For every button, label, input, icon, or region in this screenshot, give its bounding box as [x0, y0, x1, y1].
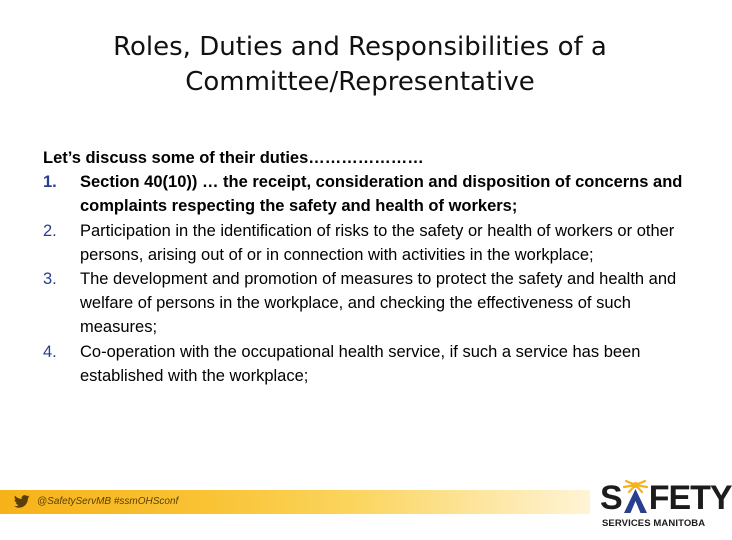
logo-letters-fety: FETY — [648, 479, 732, 517]
list-item — [43, 170, 683, 218]
social-handles: @SafetyServMB #ssmOHSconf — [37, 496, 179, 507]
list-item-number: 1. — [43, 173, 57, 192]
slide-title-line-2: Committee/Representative — [185, 67, 535, 97]
list-item-text: Co-operation with the occupational health service, if such a service has been established with the workplace; — [80, 342, 641, 385]
list-item-number: 3. — [43, 270, 57, 289]
logo-wordmark — [600, 478, 732, 518]
slide-title — [40, 30, 680, 100]
slide-body — [43, 146, 683, 388]
list-item-number: 2. — [43, 221, 57, 240]
logo-letter-s: S — [600, 479, 622, 517]
intro-text: Let’s discuss some of their duties………………… — [43, 149, 424, 167]
logo-subtitle: SERVICES MANITOBA — [602, 518, 706, 529]
duties-list — [43, 170, 683, 388]
list-item-text: The development and promotion of measures to protect the safety and health and welfare of persons in the workplace, and checking the effectiveness of such measures; — [80, 270, 677, 337]
footer-banner — [0, 490, 590, 514]
safety-services-logo — [600, 478, 732, 538]
list-item-text: Participation in the identification of risks to the safety or health of workers or other persons, arising out of or in connection with activities in the workplace; — [80, 221, 675, 264]
list-item — [43, 340, 683, 388]
logo-a-sun-icon — [622, 480, 649, 513]
slide-title-line-1: Roles, Duties and Responsibilities of a — [113, 32, 607, 62]
list-item — [43, 267, 683, 340]
list-item-number: 4. — [43, 342, 57, 361]
slide-footer — [0, 474, 732, 540]
twitter-bird-icon — [14, 495, 30, 508]
list-item — [43, 219, 683, 267]
list-item-text: Section 40(10)) … the receipt, consideration and disposition of concerns and complaints respecting the safety and health of workers; — [80, 173, 683, 216]
